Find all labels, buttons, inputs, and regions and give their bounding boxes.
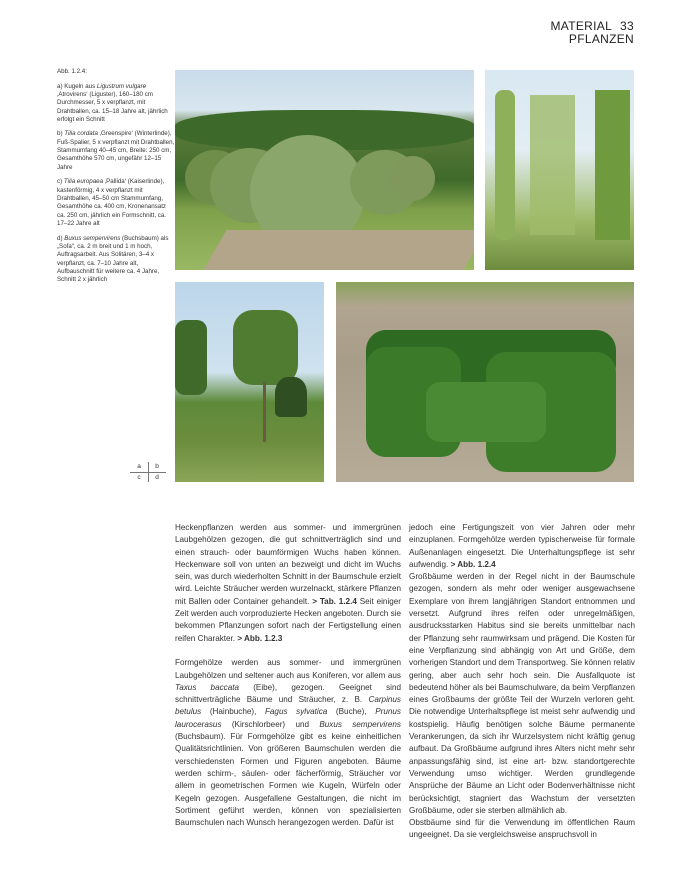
paragraph (409, 522, 635, 571)
photo-b-tilia-espalier (485, 70, 634, 270)
caption-item-b (57, 130, 175, 172)
text-run: jedoch eine Fertigungszeit von vier Jahren oder mehr einzuplanen. Formgehölze werden typischerweise für formale Außenanlagen eingesetzt. Die Unterhaltungspflege ist sehr aufwendig. (409, 523, 635, 569)
photo-c-tilia-box-trees (175, 282, 324, 482)
paragraph (175, 657, 401, 829)
botanical-name: Tilia cordata (64, 130, 98, 138)
key-a: a (137, 463, 141, 470)
paragraph (409, 571, 635, 817)
botanical-name: Tilia europaea (63, 178, 104, 186)
botanical-name: Buxus sempervirens (64, 234, 121, 242)
page-number: 33 (620, 19, 634, 33)
text-run: b) (57, 130, 65, 138)
botanical-name: Taxus baccata (175, 682, 240, 692)
text-run: (Eibe), gezogen. Geeignet sind schnittverträgliche Bäume und Sträucher, z. B. (175, 682, 402, 705)
cross-reference: > Abb. 1.2.3 (237, 633, 283, 643)
botanical-name: Buxus sempervirens (319, 719, 401, 729)
caption-item-c (57, 178, 175, 228)
text-run: (Buchsbaum). Für Formgehölze gibt es keine einheitlichen Qualitätsrichtlinien. Von größeren Baumschulen werden die verschiedensten Formen und Figuren angeboten. Bäume werden schirm-, säulen- oder fächerförmig, Sträucher vor allem in geometrischen Formen wie Kugeln, Würfeln oder Kegeln gezogen. Ausgefallene Gestaltungen, die nicht im Sortiment geführt werden, können von spezialisierten Baumschulen nach Wunsch herangezogen werden. Dafür ist (175, 732, 401, 828)
body-column-right (409, 522, 635, 842)
text-run: d) (57, 234, 65, 242)
botanical-name: Prunus laurocerasus (175, 707, 401, 729)
botanical-name: Carpinus betulus (175, 695, 401, 717)
body-column-left (175, 522, 401, 829)
text-run: (Hainbuche), (201, 707, 265, 717)
text-run: Seit einiger Zeit werden auch vorproduzierte Hecken angeboten. Durch sie bekommen Pflanzungen sofort nach der Fertigstellung einen reifen Charakter. (175, 596, 401, 643)
text-run: ‚Atrovirens‘ (Liguster), 160–180 cm Durchmesser, 5 x verpflanzt, mit Drahtballen, ca. 15–18 Jahre alt, jährlich erfolgt ein Schnitt (57, 90, 168, 123)
section-title: MATERIAL (550, 19, 613, 33)
figure-position-key (130, 462, 166, 482)
cross-reference: > Tab. 1.2.4 (312, 596, 357, 606)
figure-caption (57, 68, 175, 291)
paragraph (175, 522, 401, 645)
text-run: Obstbäume sind für die Verwendung im öffentlichen Raum ungeeignet. Da sie vergleichsweise anspruchsvoll in (409, 818, 635, 840)
key-b: b (155, 463, 159, 470)
botanical-name: Fagus sylvatica (264, 707, 328, 717)
botanical-name: Ligustrum vulgare (96, 82, 147, 90)
text-run: a) Kugeln aus (57, 82, 97, 90)
key-c: c (137, 474, 141, 481)
caption-item-d (57, 235, 175, 285)
key-d: d (155, 474, 159, 481)
caption-item-a (57, 83, 175, 125)
cross-reference: > Abb. 1.2.4 (450, 559, 496, 569)
text-run: ‚Greenspire‘ (Winterlinde), Fuß-Spalier, 5 x verpflanzt mit Drahtballen, Stammumfang 40–45 cm, Breite: 250 cm, Gesamthöhe 570 cm, ungefähr 12–15 Jahre (57, 130, 175, 171)
text-run: Formgehölze werden aus sommer- und immergrünen Laubgehölzen und seltener auch aus Koniferen, vor allem aus (175, 658, 401, 680)
text-run: (Buche), (327, 707, 376, 717)
photo-d-buxus-sofa (336, 282, 634, 482)
subsection-title: PFLANZEN (568, 32, 634, 46)
text-run: ‚Pallida‘ (Kaiserlinde), kastenförmig, 4 x verpflanzt mit Drahtballen, 45–50 cm Stammumfang, Gesamthöhe ca. 400 cm, Kronenansatz ca. 250 cm, jährlich ein Formschnitt, ca. 17–22 Jahre alt (57, 178, 167, 228)
text-run: Großbäume werden in der Regel nicht in der Baumschule gezogen, sondern als mehr oder weniger ausgewachsene Exemplare von ihrem langjährigen Standort entnommen und versetzt. Aufgrund ihres reifen oder unregelmäßigen, ausdrucksstarken Habitus sind sie bereits unmittelbar nach der Pflanzung sehr raumwirksam und prägend. Die Kosten für eine Verpflanzung sind abhängig von Art und Größe, dem vorherigen Standort und dem Transportweg. Sie können relativ gering, aber auch sehr hoch sein. Die Ausfallquote ist bedeutend höher als bei Baumschulware, da beim Verpflanzen eines Großbaums der größte Teil der Wurzeln verloren geht. Die notwendige Unterhaltspflege ist meist sehr aufwendig und kostspielig. Häufig benötigen solche Bäume permanente Verankerungen, da sich ihr Wurzelsystem nicht kräftig genug aufbaut. Da Großbäume aufgrund ihres Alters nicht mehr sehr anpassungsfähig sind, ist eine art- bzw. standortgerechte Verwendung umso wichtiger. Werden grundlegende Ansprüche der Bäume an Licht oder Bodenverhältnisse nicht berücksichtigt, stagniert das Wachstum der versetzten Großbäume, oder sie sterben allmählich ab. (409, 572, 635, 815)
text-run: (Kirschlorbeer) und (221, 719, 320, 729)
paragraph (409, 817, 635, 842)
text-run: (Buchsbaum) als „Sofa“, ca. 2 m breit und 1 m hoch, Auftragsarbeit. Aus Solitären, 3–4 x verpflanzt, ca. 7–10 Jahre alt, Aufbauschnitt für weitere ca. 4 Jahre, Schnitt 2 x jährlich (57, 234, 169, 284)
photo-a-ligustrum-spheres (175, 70, 474, 270)
text-run: c) (57, 178, 64, 186)
running-header (551, 20, 634, 46)
text-run: Heckenpflanzen werden aus sommer- und immergrünen Laubgehölzen gezogen, die gut schnittverträglich sind und einen strauch- oder baumförmigen Wuchs haben können. Heckenware soll von unten an bezweigt und dicht im Wuchs sein, was durch wiederholten Schnitt in der Baumschule erzielt wird. Leichte Sträucher werden wurzelnackt, stärkere Pflanzen mit Ballen oder Container gehandelt. (175, 523, 401, 606)
caption-title: Abb. 1.2.4: (57, 68, 87, 75)
